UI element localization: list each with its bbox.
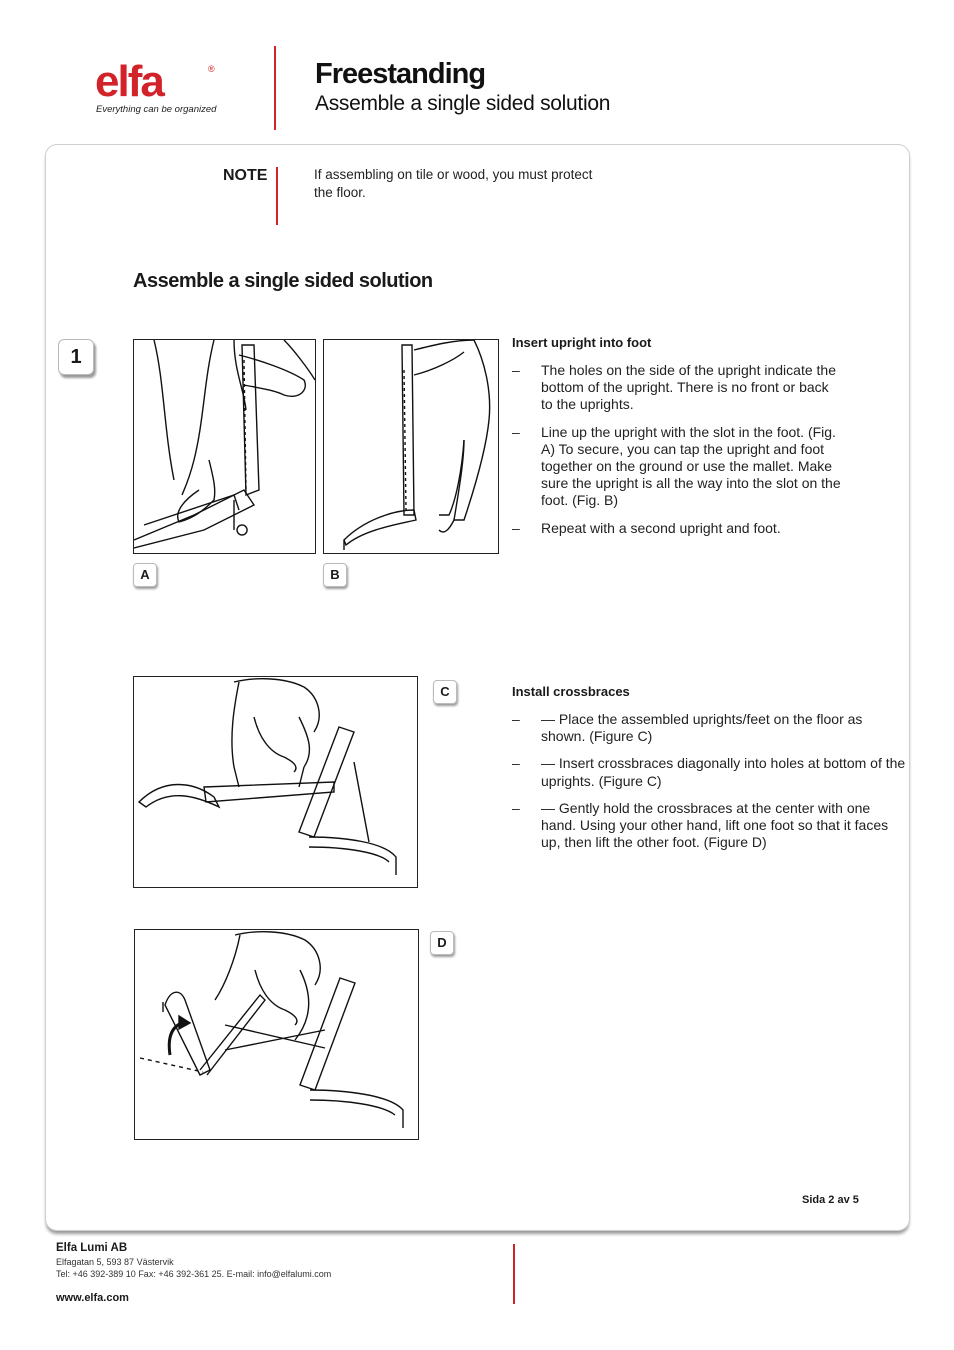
bullet-dash: – xyxy=(512,799,520,816)
header-divider xyxy=(274,46,276,130)
step1-item xyxy=(512,424,842,510)
note-text: If assembling on tile or wood, you must protect the floor. xyxy=(314,167,593,200)
step2-item xyxy=(512,711,907,745)
figure-b-label: B xyxy=(323,563,347,587)
footer-address: Elfagatan 5, 593 87 Västervik xyxy=(56,1257,174,1267)
step1-list xyxy=(512,362,842,547)
footer-address-block xyxy=(56,1256,331,1280)
bullet-dash: – xyxy=(512,755,520,772)
footer-divider xyxy=(513,1244,515,1304)
bullet-dash: – xyxy=(512,362,520,378)
step1-title: Insert upright into foot xyxy=(512,335,652,350)
figure-c-illustration xyxy=(133,676,418,888)
registered-mark: ® xyxy=(208,64,215,74)
elfa-logo xyxy=(95,57,235,120)
section-heading: Assemble a single sided solution xyxy=(133,270,433,292)
figure-b-illustration xyxy=(323,339,499,554)
step2-title: Install crossbraces xyxy=(512,684,630,699)
step2-item-text: — Place the assembled uprights/feet on the floor as shown. (Figure C) xyxy=(541,711,863,745)
figure-a-illustration xyxy=(133,339,316,554)
logo-wordmark: elfa xyxy=(95,57,163,106)
footer-contact: Tel: +46 392-389 10 Fax: +46 392-361 25. E-mail: info@elfalumi.com xyxy=(56,1269,332,1279)
step2-item-text: — Gently hold the crossbraces at the center with one hand. Using your other hand, lift one foot so that it faces up, then lift the other foot. (Figure D) xyxy=(541,799,889,851)
footer-website-link[interactable]: www.elfa.com xyxy=(56,1292,129,1304)
page-subtitle: Assemble a single sided solution xyxy=(315,92,611,115)
step2-item-text: — Insert crossbraces diagonally into holes at bottom of the uprights. (Figure C) xyxy=(541,755,906,789)
figure-d-illustration xyxy=(134,929,419,1140)
figure-c-label: C xyxy=(433,680,457,704)
figure-b-drawing xyxy=(324,340,498,553)
step2-list xyxy=(512,711,907,861)
step1-item-text: Repeat with a second upright and foot. xyxy=(541,519,781,536)
note-label: NOTE xyxy=(223,167,268,184)
page-title: Freestanding xyxy=(315,58,486,90)
step1-item xyxy=(512,362,842,414)
figure-d-label: D xyxy=(430,931,454,955)
step1-item-text: Line up the upright with the slot in the foot. (Fig. A) To secure, you can tap the upright and foot together on the ground or use the mallet. Make sure the upright is all the way into the slot on the foot. (Fig. B) xyxy=(541,423,841,509)
footer-company: Elfa Lumi AB xyxy=(56,1242,128,1254)
step1-item xyxy=(512,520,842,537)
figure-d-drawing xyxy=(135,930,418,1139)
bullet-dash: – xyxy=(512,423,520,440)
bullet-dash: – xyxy=(512,519,520,536)
step-number-badge: 1 xyxy=(58,339,94,375)
page-number: Sida 2 av 5 xyxy=(802,1194,859,1206)
figure-a-drawing xyxy=(134,340,315,553)
step1-item-text: The holes on the side of the upright indicate the bottom of the upright. There is no front or back to the uprights. xyxy=(541,362,836,413)
logo-tagline: Everything can be organized xyxy=(96,104,217,115)
note-divider xyxy=(276,167,278,225)
figure-a-label: A xyxy=(133,563,157,587)
step2-item xyxy=(512,755,907,789)
step2-item xyxy=(512,800,907,852)
bullet-dash: – xyxy=(512,711,520,727)
figure-c-drawing xyxy=(134,677,417,887)
